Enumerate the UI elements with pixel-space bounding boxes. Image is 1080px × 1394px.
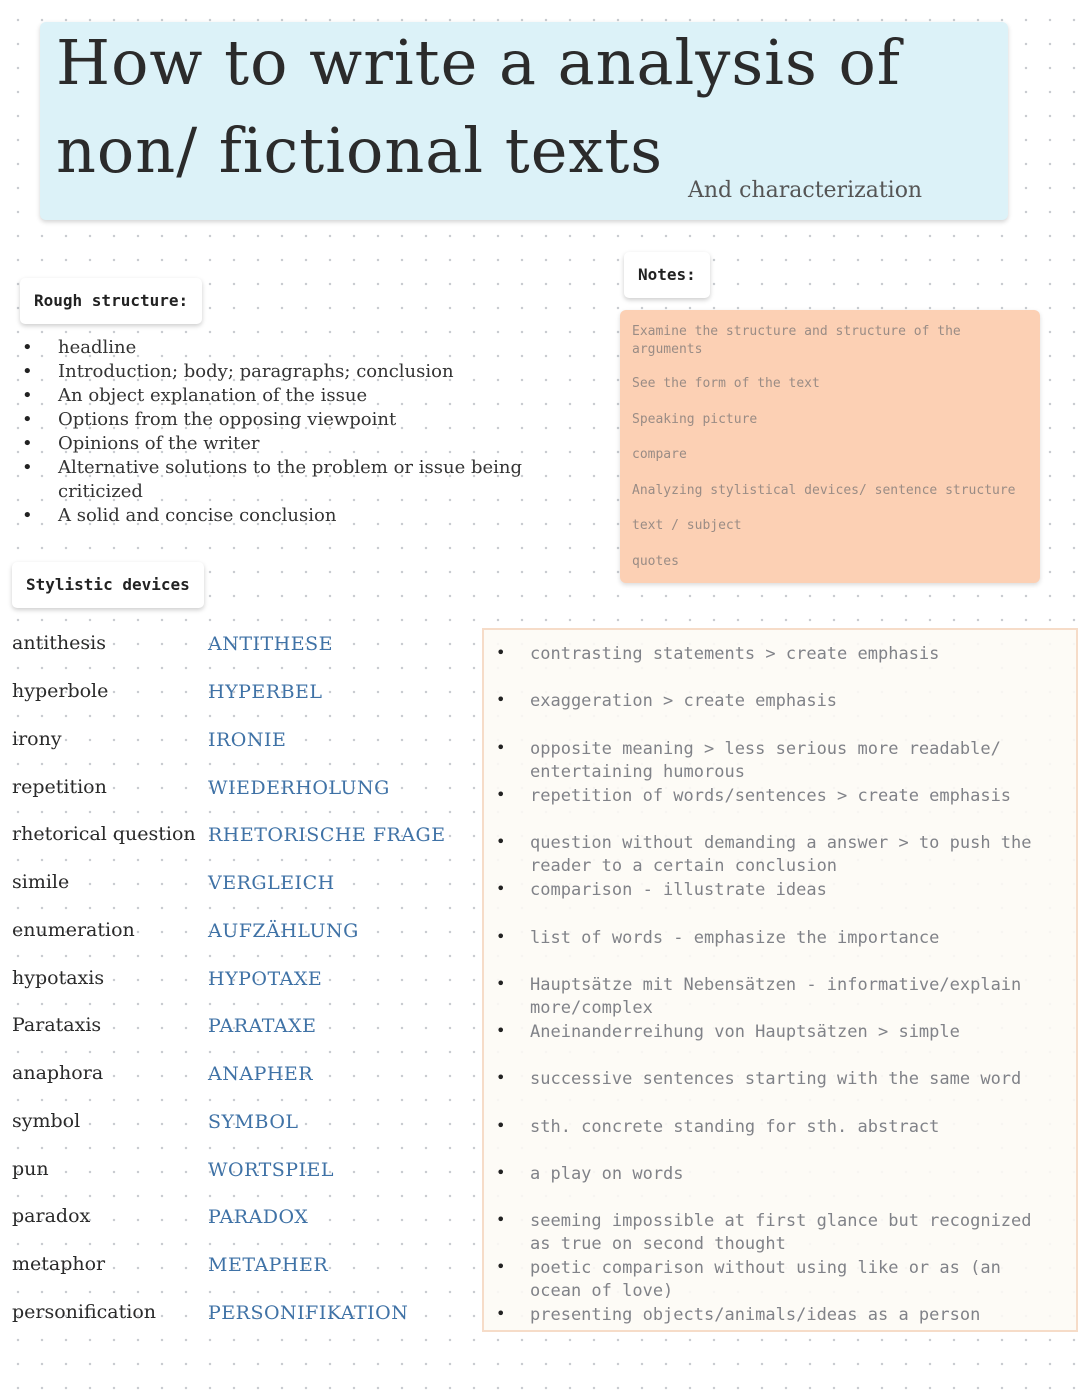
page-subtitle: And characterization	[688, 178, 923, 203]
list-item: • An object explanation of the issue	[18, 384, 588, 408]
device-term: symbol	[12, 1110, 81, 1132]
device-german-term: PARADOX	[208, 1206, 309, 1228]
device-term: rhetorical question	[12, 823, 196, 845]
bullet-icon: •	[496, 690, 506, 709]
page-title-line-2: non/ fictional texts	[56, 114, 664, 187]
list-item: • headline	[18, 336, 588, 360]
device-definition: list of words - emphasize the importance	[530, 928, 940, 948]
device-definition: sth. concrete standing for sth. abstract	[530, 1117, 940, 1137]
note-line: Analyzing stylistical devices/ sentence structure	[632, 483, 1016, 498]
list-item: • Introduction; body; paragraphs; conclusion	[18, 360, 588, 384]
device-term: personification	[12, 1301, 157, 1323]
notes-card	[620, 310, 1040, 583]
device-definition: opposite meaning > less serious more readable/ entertaining humorous	[530, 739, 1001, 782]
device-german-term: PERSONIFIKATION	[208, 1302, 409, 1324]
note-line: text / subject	[632, 518, 742, 533]
notes-label: Notes:	[624, 252, 710, 298]
bullet-icon: •	[496, 1304, 506, 1323]
list-item: • A solid and concise conclusion	[18, 504, 588, 528]
device-term: paradox	[12, 1205, 91, 1227]
device-term: repetition	[12, 776, 107, 798]
bullet-icon: •	[496, 974, 506, 993]
device-term: pun	[12, 1158, 49, 1180]
bullet-icon: •	[496, 1021, 506, 1040]
note-line: Examine the structure and structure of the	[632, 324, 961, 339]
device-term: hyperbole	[12, 680, 109, 702]
bullet-icon: •	[496, 1257, 506, 1276]
device-term: Parataxis	[12, 1014, 102, 1036]
bullet-icon: •	[496, 738, 506, 757]
device-german-term: ANAPHER	[208, 1063, 314, 1085]
device-german-term: WIEDERHOLUNG	[208, 777, 390, 799]
rough-structure-label: Rough structure:	[20, 278, 202, 324]
device-definition: presenting objects/animals/ideas as a person	[530, 1305, 981, 1325]
list-item: • Opinions of the writer	[18, 432, 588, 456]
device-definition: repetition of words/sentences > create emphasis	[530, 786, 1012, 806]
note-line: Speaking picture	[632, 412, 758, 427]
device-german-term: AUFZÄHLUNG	[208, 920, 359, 942]
device-definition: comparison - illustrate ideas	[530, 880, 827, 900]
device-definition: Aneinanderreihung von Hauptsätzen > simple	[530, 1022, 960, 1042]
note-line: quotes	[632, 554, 679, 569]
device-term: anaphora	[12, 1062, 104, 1084]
list-item: • Alternative solutions to the problem or issue being criticized	[18, 456, 588, 504]
device-german-term: HYPOTAXE	[208, 968, 323, 990]
device-term: simile	[12, 871, 70, 893]
device-german-term: SYMBOL	[208, 1111, 299, 1133]
device-definition: exaggeration > create emphasis	[530, 691, 838, 711]
rough-structure-list	[18, 336, 588, 528]
device-term: antithesis	[12, 632, 106, 654]
device-german-term: ANTITHESE	[208, 633, 334, 655]
bullet-icon: •	[496, 785, 506, 804]
bullet-icon: •	[496, 832, 506, 851]
bullet-icon: •	[496, 927, 506, 946]
device-german-term: IRONIE	[208, 729, 287, 751]
device-definition: Hauptsätze mit Nebensätzen - informative/explain more/complex	[530, 975, 1022, 1018]
note-line: arguments	[632, 342, 703, 357]
bullet-icon: •	[496, 643, 506, 662]
bullet-icon: •	[496, 1068, 506, 1087]
bullet-icon: •	[496, 879, 506, 898]
device-definition: contrasting statements > create emphasis	[530, 644, 940, 664]
note-line: See the form of the text	[632, 376, 820, 391]
note-line: compare	[632, 447, 687, 462]
device-german-term: VERGLEICH	[208, 872, 335, 894]
device-german-term: HYPERBEL	[208, 681, 323, 703]
device-definition: a play on words	[530, 1164, 684, 1184]
device-definition: seeming impossible at first glance but recognized as true on second thought	[530, 1211, 1032, 1254]
device-definition: successive sentences starting with the same word	[530, 1069, 1022, 1089]
bullet-icon: •	[496, 1163, 506, 1182]
device-term: metaphor	[12, 1253, 106, 1275]
page-title-line-1: How to write a analysis of	[56, 26, 901, 99]
device-german-term: RHETORISCHE FRAGE	[208, 824, 446, 846]
device-term: enumeration	[12, 919, 135, 941]
device-term: irony	[12, 728, 62, 750]
stylistic-devices-label: Stylistic devices	[12, 562, 204, 608]
device-term: hypotaxis	[12, 967, 105, 989]
device-german-term: PARATAXE	[208, 1015, 317, 1037]
bullet-icon: •	[496, 1210, 506, 1229]
device-german-term: METAPHER	[208, 1254, 329, 1276]
bullet-icon: •	[496, 1116, 506, 1135]
device-definition: question without demanding a answer > to push the reader to a certain conclusion	[530, 833, 1032, 876]
device-definition: poetic comparison without using like or as (an ocean of love)	[530, 1258, 1001, 1301]
list-item: • Options from the opposing viewpoint	[18, 408, 588, 432]
device-german-term: WORTSPIEL	[208, 1159, 335, 1181]
